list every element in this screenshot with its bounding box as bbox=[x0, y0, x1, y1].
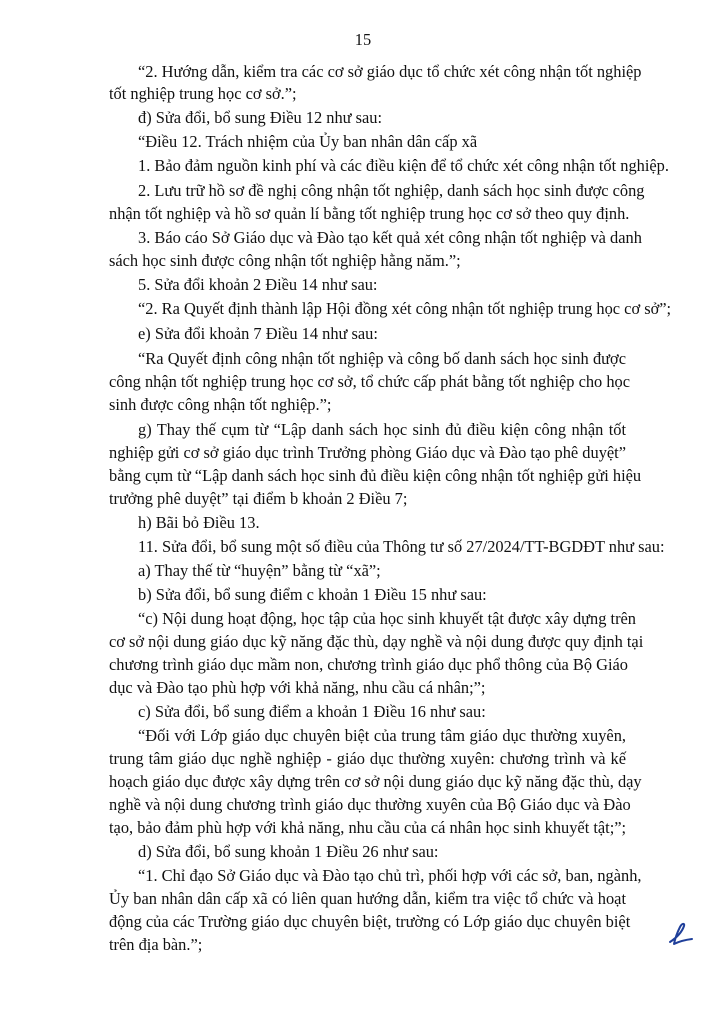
text-line: 5. Sửa đổi khoản 2 Điều 14 như sau: bbox=[138, 275, 378, 294]
text-line: động của các Trường giáo dục chuyên biệt, trường có Lớp giáo dục chuyên biệt bbox=[109, 912, 631, 931]
text-line: tốt nghiệp trung học cơ sở.”; bbox=[109, 84, 297, 103]
text-line: 1. Bảo đảm nguồn kinh phí và các điều kiện để tổ chức xét công nhận tốt nghiệp. bbox=[138, 156, 669, 175]
text-line: g) Thay thế cụm từ “Lập danh sách học sinh đủ điều kiện công nhận tốt bbox=[138, 420, 626, 439]
text-line: “1. Chỉ đạo Sở Giáo dục và Đào tạo chủ trì, phối hợp với các sở, ban, ngành, bbox=[138, 866, 642, 885]
text-line: “Đối với Lớp giáo dục chuyên biệt của trung tâm giáo dục thường xuyên, bbox=[138, 726, 626, 745]
text-line: trung tâm giáo dục nghề nghiệp - giáo dục thường xuyên: chương trình và kế bbox=[109, 749, 626, 768]
text-line: tạo, bảo đảm phù hợp với khả năng, nhu cầu của cá nhân học sinh khuyết tật;”; bbox=[109, 818, 627, 837]
text-line: e) Sửa đổi khoản 7 Điều 14 như sau: bbox=[138, 324, 378, 343]
text-line: dục và Đào tạo phù hợp với khả năng, nhu cầu cá nhân;”; bbox=[109, 678, 486, 697]
text-line: 2. Lưu trữ hồ sơ đề nghị công nhận tốt nghiệp, danh sách học sinh được công bbox=[138, 181, 645, 200]
text-line: trên địa bàn.”; bbox=[109, 935, 203, 954]
text-line: 3. Báo cáo Sở Giáo dục và Đào tạo kết quả xét công nhận tốt nghiệp và danh bbox=[138, 228, 642, 247]
text-line: 11. Sửa đổi, bổ sung một số điều của Thông tư số 27/2024/TT-BGDĐT như sau: bbox=[138, 537, 665, 556]
text-line: công nhận tốt nghiệp trung học cơ sở, tổ chức cấp phát bằng tốt nghiệp cho học bbox=[109, 372, 630, 391]
text-line: Ủy ban nhân dân cấp xã có liên quan hướng dẫn, kiểm tra việc tổ chức và hoạt bbox=[109, 889, 626, 908]
text-line: đ) Sửa đổi, bổ sung Điều 12 như sau: bbox=[138, 108, 383, 127]
text-line: h) Bãi bỏ Điều 13. bbox=[138, 513, 260, 532]
text-line: bằng cụm từ “Lập danh sách học sinh đủ điều kiện công nhận tốt nghiệp gửi hiệu bbox=[109, 466, 642, 485]
text-line: “c) Nội dung hoạt động, học tập của học sinh khuyết tật được xây dựng trên bbox=[138, 609, 636, 628]
text-line: sách học sinh được công nhận tốt nghiệp hằng năm.”; bbox=[109, 251, 461, 270]
text-line: “2. Ra Quyết định thành lập Hội đồng xét công nhận tốt nghiệp trung học cơ sở”; bbox=[138, 299, 672, 318]
text-line: “Ra Quyết định công nhận tốt nghiệp và công bố danh sách học sinh được bbox=[138, 349, 626, 368]
text-line: nghề và nội dung chương trình giáo dục thường xuyên của Bộ Giáo dục và Đào bbox=[109, 795, 631, 814]
text-line: “Điều 12. Trách nhiệm của Ủy ban nhân dân cấp xã bbox=[138, 132, 478, 151]
text-line: d) Sửa đổi, bổ sung khoản 1 Điều 26 như sau: bbox=[138, 842, 439, 861]
text-line: c) Sửa đổi, bổ sung điểm a khoản 1 Điều 16 như sau: bbox=[138, 702, 486, 721]
text-line: hoạch giáo dục được xây dựng trên cơ sở nội dung giáo dục kỹ năng đặc thù, dạy bbox=[109, 772, 642, 791]
text-line: a) Thay thế từ “huyện” bằng từ “xã”; bbox=[138, 561, 381, 580]
page-number: 15 bbox=[354, 30, 372, 49]
text-line: chương trình giáo dục mầm non, chương trình giáo dục phổ thông của Bộ Giáo bbox=[109, 655, 628, 674]
handwritten-initials-icon bbox=[666, 920, 696, 948]
text-line: cơ sở nội dung giáo dục kỹ năng đặc thù, dạy nghề và nội dung được quy định tại bbox=[109, 632, 644, 651]
text-line: nhận tốt nghiệp và hồ sơ quản lí bằng tốt nghiệp trung học cơ sở theo quy định. bbox=[109, 204, 630, 223]
text-line: b) Sửa đổi, bổ sung điểm c khoản 1 Điều 15 như sau: bbox=[138, 585, 487, 604]
text-line: sinh được công nhận tốt nghiệp.”; bbox=[109, 395, 332, 414]
text-line: “2. Hướng dẫn, kiểm tra các cơ sở giáo dục tổ chức xét công nhận tốt nghiệp bbox=[138, 62, 642, 81]
text-line: nghiệp gửi cơ sở giáo dục trình Trưởng phòng Giáo dục và Đào tạo phê duyệt” bbox=[109, 443, 626, 462]
text-line: trưởng phê duyệt” tại điểm b khoản 2 Điều 7; bbox=[109, 489, 408, 508]
